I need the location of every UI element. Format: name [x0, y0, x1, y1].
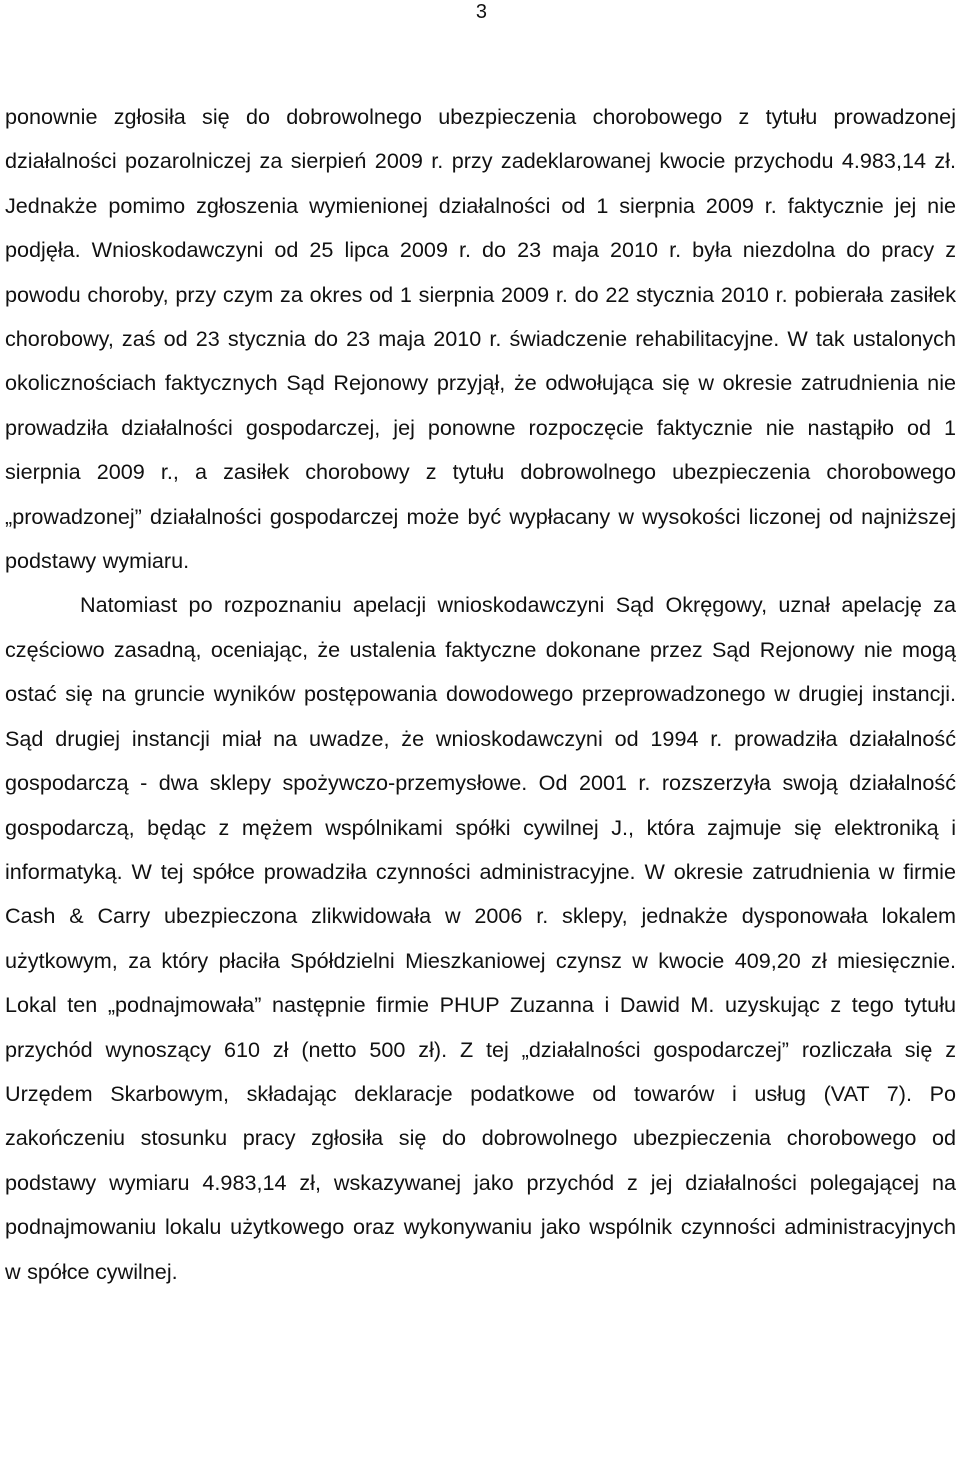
document-body: [5, 95, 956, 1294]
paragraph-continuation: ponownie zgłosiła się do dobrowolnego ubezpieczenia chorobowego z tytułu prowadzonej działalności pozarolniczej za sierpień 2009 r. przy zadeklarowanej kwocie przychodu 4.983,14 zł. Jednakże pomimo zgłoszenia wymienionej działalności od 1 sierpnia 2009 r. faktycznie jej nie podjęła. Wnioskodawczyni od 25 lipca 2009 r. do 23 maja 2010 r. była niezdolna do pracy z powodu choroby, przy czym za okres od 1 sierpnia 2009 r. do 22 stycznia 2010 r. pobierała zasiłek chorobowy, zaś od 23 stycznia do 23 maja 2010 r. świadczenie rehabilitacyjne. W tak ustalonych okolicznościach faktycznych Sąd Rejonowy przyjął, że odwołująca się w okresie zatrudnienia nie prowadziła działalności gospodarczej, jej ponowne rozpoczęcie faktycznie nie nastąpiło od 1 sierpnia 2009 r., a zasiłek chorobowy z tytułu dobrowolnego ubezpieczenia chorobowego „prowadzonej” działalności gospodarczej może być wypłacany w wysokości liczonej od najniższej podstawy wymiaru.: [5, 104, 956, 574]
paragraph-court-assessment: Natomiast po rozpoznaniu apelacji wnioskodawczyni Sąd Okręgowy, uznał apelację za częściowo zasadną, oceniając, że ustalenia faktyczne dokonane przez Sąd Rejonowy nie mogą ostać się na gruncie wyników postępowania dowodowego przeprowadzonego w drugiej instancji. Sąd drugiej instancji miał na uwadze, że wnioskodawczyni od 1994 r. prowadziła działalność gospodarczą - dwa sklepy spożywczo-przemysłowe. Od 2001 r. rozszerzyła swoją działalność gospodarczą, będąc z mężem wspólnikami spółki cywilnej J., która zajmuje się elektroniką i informatyką. W tej spółce prowadziła czynności administracyjne. W okresie zatrudnienia w firmie Cash & Carry ubezpieczona zlikwidowała w 2006 r. sklepy, jednakże dysponowała lokalem użytkowym, za który płaciła Spółdzielni Mieszkaniowej czynsz w kwocie 409,20 zł miesięcznie. Lokal ten „podnajmowała” następnie firmie PHUP Zuzanna i Dawid M. uzyskując z tego tytułu przychód wynoszący 610 zł (netto 500 zł). Z tej „działalności gospodarczej” rozliczała się z Urzędem Skarbowym, składając deklaracje podatkowe od towarów i usług (VAT 7). Po zakończeniu stosunku pracy zgłosiła się do dobrowolnego ubezpieczenia chorobowego od podstawy wymiaru 4.983,14 zł, wskazywanej jako przychód z jej działalności polegającej na podnajmowaniu lokalu użytkowego oraz wykonywaniu jako wspólnik czynności administracyjnych w spółce cywilnej.: [5, 592, 956, 1284]
page-number: 3: [475, 1, 487, 23]
